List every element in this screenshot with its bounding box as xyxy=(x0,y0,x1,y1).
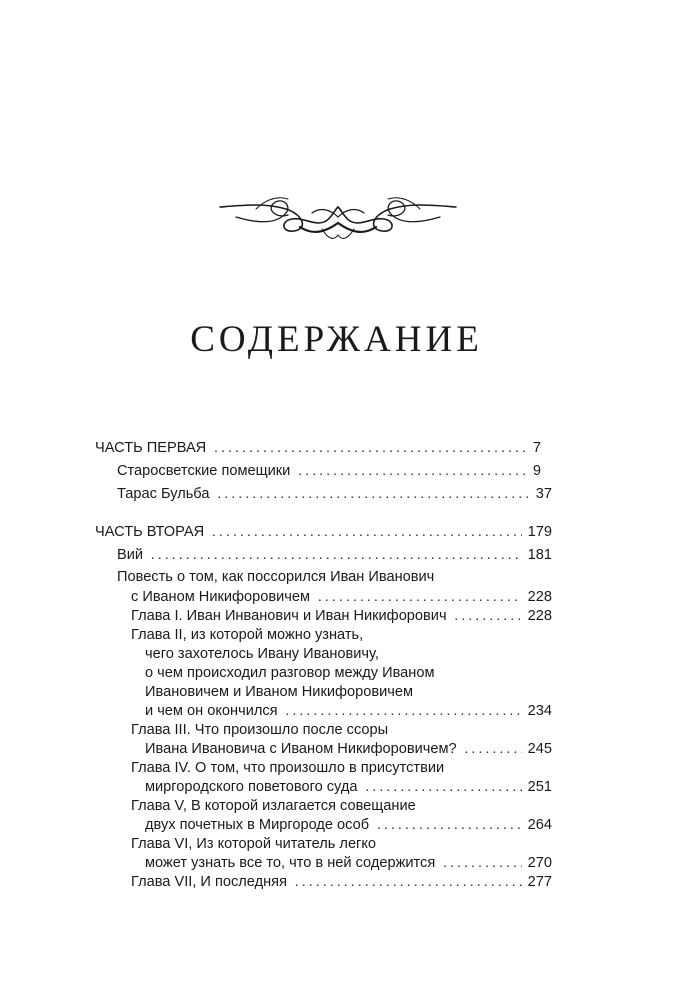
toc-entry-label: Ивана Ивановича с Иваном Никифоровичем? xyxy=(145,741,457,757)
dot-leader xyxy=(318,588,522,608)
toc-entry-chapter-2-line4: Ивановичем и Иваном Никифоровичем xyxy=(145,684,413,700)
dot-leader xyxy=(286,702,522,722)
toc-entry-chapter-2 xyxy=(145,701,552,721)
dot-leader xyxy=(443,854,521,874)
toc-entry-page: 270 xyxy=(527,855,552,871)
toc-entry-page: 264 xyxy=(527,817,552,833)
toc-entry-label: Глава I. Иван Инванович и Иван Никифорович xyxy=(131,608,447,624)
dot-leader xyxy=(455,607,522,627)
dot-leader xyxy=(377,816,522,836)
toc-entry-story-line1: Повесть о том, как поссорился Иван Иванович xyxy=(117,569,435,585)
dot-leader xyxy=(465,740,522,760)
toc-entry-page: 277 xyxy=(527,874,552,890)
toc-entry-page: 245 xyxy=(527,741,552,757)
toc-entry-chapter-4-line1: Глава IV. О том, что произошло в присутствии xyxy=(131,760,445,776)
toc-entry-chapter-2-line1: Глава II, из которой можно узнать, xyxy=(131,627,364,643)
toc-entry-chapter-6 xyxy=(145,853,552,873)
toc-entry-chapter-1 xyxy=(131,606,552,626)
toc-entry-chapter-6-line1: Глава VI, Из которой читатель легко xyxy=(131,836,377,852)
toc-entry-page: 251 xyxy=(527,779,552,795)
toc-entry-label: ЧАСТЬ ПЕРВАЯ xyxy=(95,440,207,456)
dot-leader xyxy=(365,778,521,798)
toc-entry-label: миргородского поветового суда xyxy=(145,779,358,795)
toc-entry-part-two xyxy=(95,522,552,542)
toc-entry-chapter-2-line2: чего захотелось Ивану Ивановичу, xyxy=(145,646,379,662)
toc-entry-page: 228 xyxy=(527,608,552,624)
toc-entry-page: 179 xyxy=(527,524,552,540)
toc-entry-chapter-5 xyxy=(145,815,552,835)
toc-entry-label: двух почетных в Миргороде особ xyxy=(145,817,370,833)
toc-entry-label: Вий xyxy=(117,547,144,563)
toc-entry-chapter-4 xyxy=(145,777,552,797)
flourish-ornament-icon xyxy=(216,183,460,243)
toc-entry-label: может узнать все то, что в ней содержится xyxy=(145,855,436,871)
toc-entry-label: Тарас Бульба xyxy=(117,486,210,502)
toc-entry-label: Глава VII, И последняя xyxy=(131,874,287,890)
toc-entry-story xyxy=(131,587,552,607)
dot-leader xyxy=(295,873,522,893)
toc-entry-viy xyxy=(117,545,552,565)
toc-entry-page: 234 xyxy=(527,703,552,719)
toc-entry-chapter-3 xyxy=(145,739,552,759)
toc-entry-chapter-7 xyxy=(131,872,552,892)
toc-entry-label: ЧАСТЬ ВТОРАЯ xyxy=(95,524,205,540)
dot-leader xyxy=(212,523,522,543)
toc-entry-chapter-5-line1: Глава V, В которой излагается совещание xyxy=(131,798,416,814)
dot-leader xyxy=(151,546,522,566)
toc-entry-starosvetskie xyxy=(117,461,541,481)
toc-entry-label: и чем он окончился xyxy=(145,703,278,719)
toc-entry-page: 37 xyxy=(535,486,552,502)
toc-entry-page: 181 xyxy=(527,547,552,563)
toc-entry-chapter-2-line3: о чем происходил разговор между Иваном xyxy=(145,665,435,681)
toc-entry-chapter-3-line1: Глава III. Что произошло после ссоры xyxy=(131,722,389,738)
dot-leader xyxy=(217,485,529,505)
toc-entry-page: 7 xyxy=(532,440,541,456)
dot-leader xyxy=(214,439,527,459)
toc-entry-page: 9 xyxy=(532,463,541,479)
toc-entry-label: с Иваном Никифоровичем xyxy=(131,589,311,605)
toc-entry-taras-bulba xyxy=(117,484,552,504)
toc-entry-part-one xyxy=(95,438,541,458)
toc-entry-page: 228 xyxy=(527,589,552,605)
dot-leader xyxy=(298,462,527,482)
toc-entry-label: Старосветские помещики xyxy=(117,463,291,479)
page-title: СОДЕРЖАНИЕ xyxy=(190,319,483,360)
